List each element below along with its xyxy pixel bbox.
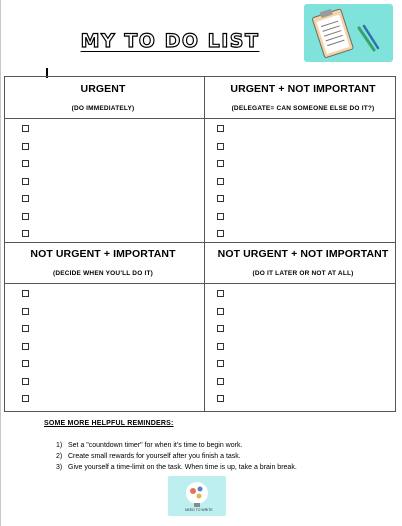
- task-checkbox[interactable]: [217, 308, 224, 315]
- quadrant-subtitle-not-urgent-important: (DECIDE WHEN YOU'LL DO IT): [52, 270, 154, 277]
- quadrant-title-urgent-not-important: URGENT + NOT IMPORTANT: [230, 83, 376, 95]
- task-checkbox[interactable]: [22, 125, 29, 132]
- task-checkbox[interactable]: [22, 325, 29, 332]
- task-checkbox[interactable]: [217, 213, 224, 220]
- clipboard-checklist-icon: [304, 4, 393, 62]
- matrix-horizontal-divider: [5, 242, 395, 243]
- task-checkbox[interactable]: [22, 178, 29, 185]
- task-checkbox[interactable]: [22, 143, 29, 150]
- matrix-vertical-divider: [204, 77, 205, 411]
- reminder-item: 2) Create small rewards for yourself after you finish a task.: [56, 453, 241, 460]
- quadrant-title-not-urgent-not-important: NOT URGENT + NOT IMPORTANT: [217, 248, 389, 260]
- quadrant-title-urgent: URGENT: [80, 83, 126, 95]
- task-checkbox[interactable]: [217, 360, 224, 367]
- task-checkbox[interactable]: [217, 195, 224, 202]
- quadrant-subtitle-urgent: (DO IMMEDIATELY): [71, 105, 135, 112]
- task-checkbox[interactable]: [22, 395, 29, 402]
- todo-matrix: [4, 76, 396, 412]
- page-title: MY TO DO LIST: [80, 30, 260, 52]
- page-left-edge: [0, 0, 1, 526]
- reminder-item: 1) Set a "countdown timer" for when it's time to begin work.: [56, 442, 243, 449]
- task-checkbox[interactable]: [22, 195, 29, 202]
- task-checkbox[interactable]: [22, 160, 29, 167]
- task-checkbox[interactable]: [22, 230, 29, 237]
- quadrant-subtitle-urgent-not-important: (DELEGATE= CAN SOMEONE ELSE DO IT?): [231, 105, 375, 112]
- reminder-item: 3) Give yourself a time-limit on the task. When time is up, take a brain break.: [56, 464, 297, 471]
- task-checkbox[interactable]: [217, 395, 224, 402]
- task-checkbox[interactable]: [22, 290, 29, 297]
- quadrant-subtitle-not-urgent-not-important: (DO IT LATER OR NOT AT ALL): [252, 270, 354, 277]
- task-checkbox[interactable]: [217, 290, 224, 297]
- reminders-list: [56, 440, 297, 473]
- task-checkbox[interactable]: [22, 360, 29, 367]
- task-checkbox[interactable]: [22, 343, 29, 350]
- task-checkbox[interactable]: [217, 343, 224, 350]
- task-checkbox[interactable]: [217, 143, 224, 150]
- task-checkbox[interactable]: [217, 325, 224, 332]
- task-checkbox[interactable]: [22, 378, 29, 385]
- task-checkbox[interactable]: [22, 308, 29, 315]
- task-checkbox[interactable]: [217, 160, 224, 167]
- reminders-heading: SOME MORE HELPFUL REMINDERS:: [44, 420, 174, 427]
- quadrant-title-not-urgent-important: NOT URGENT + IMPORTANT: [30, 248, 176, 260]
- task-checkbox[interactable]: [217, 125, 224, 132]
- task-checkbox[interactable]: [217, 230, 224, 237]
- task-checkbox[interactable]: [22, 213, 29, 220]
- task-checkbox[interactable]: [217, 378, 224, 385]
- pencil-icon: [359, 26, 378, 50]
- quadrant-header-divider-bottom: [5, 283, 395, 284]
- quadrant-header-divider-top: [5, 118, 395, 119]
- footer-logo-text: NEED TO WRITE: [185, 508, 213, 512]
- task-checkbox[interactable]: [217, 178, 224, 185]
